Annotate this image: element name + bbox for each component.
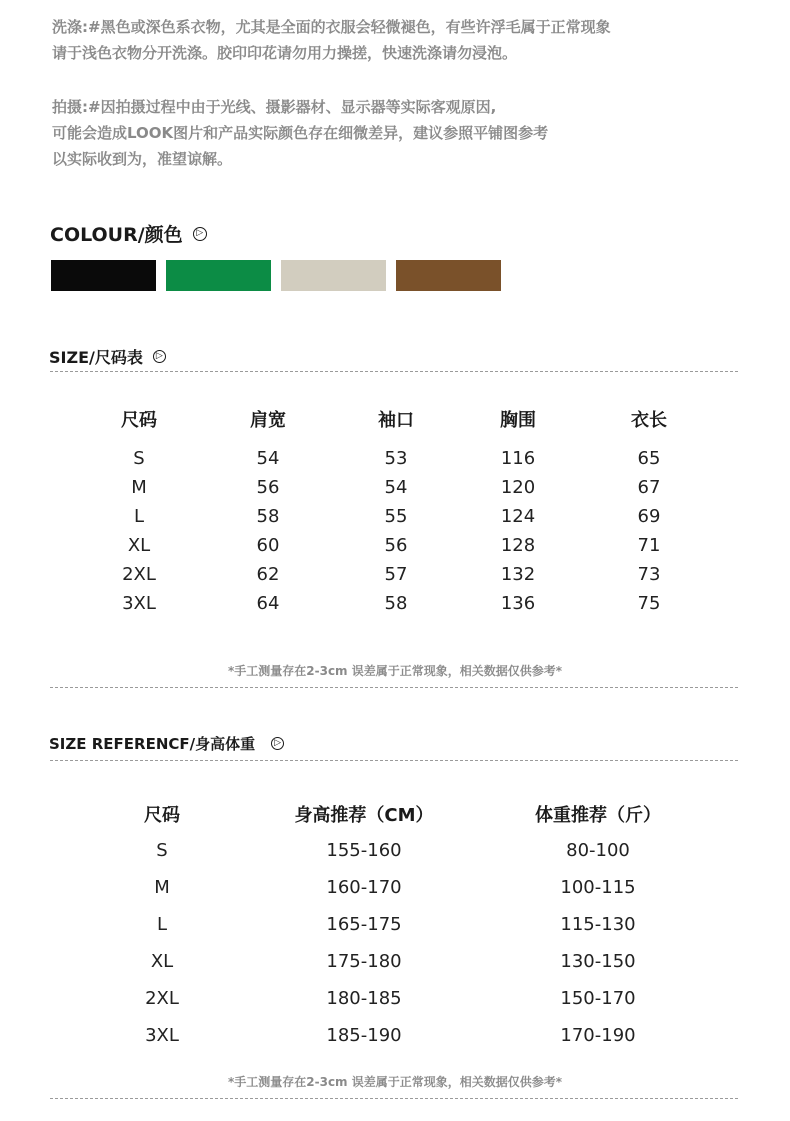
reference-table-cell: 80-100 [566, 840, 630, 861]
size-table-cell: 54 [256, 448, 280, 469]
wash-note [52, 14, 752, 66]
divider [50, 687, 738, 688]
size-table-cell: 56 [384, 535, 408, 556]
swatch-green[interactable] [166, 260, 271, 291]
reference-header-cell: 身高推荐（CM） [294, 805, 434, 826]
swatch-black[interactable] [51, 260, 156, 291]
size-table-cell: 136 [500, 593, 536, 614]
size-table-cell: 62 [256, 564, 280, 585]
photo-note [52, 94, 752, 172]
size-table-cell: S [133, 448, 145, 469]
size-header-cell: 袖口 [378, 410, 414, 431]
reference-table-cell: 130-150 [560, 951, 636, 972]
size-header-cell: 衣长 [631, 410, 667, 431]
photo-note-line: 以实际收到为，准望谅解。 [52, 150, 233, 168]
size-table-cell: 2XL [122, 564, 156, 585]
reference-table-cell: 160-170 [326, 877, 402, 898]
size-table-cell: M [131, 477, 147, 498]
divider [50, 1098, 738, 1099]
reference-footnote: *手工测量存在2-3cm 误差属于正常现象，相关数据仅供参考* [227, 1075, 563, 1089]
size-table-cell: 55 [384, 506, 408, 527]
photo-note-line: 可能会造成LOOK图片和产品实际颜色存在细微差异，建议参照平铺图参考 [52, 124, 549, 142]
reference-table-cell: 2XL [145, 988, 179, 1009]
size-table-cell: 54 [384, 477, 408, 498]
size-table-cell: 58 [256, 506, 280, 527]
size-table-cell: 57 [384, 564, 408, 585]
size-table-cell: 64 [256, 593, 280, 614]
circle-arrow-icon: ▷ [271, 737, 284, 750]
size-section-title [49, 345, 166, 368]
size-reference-title-text: SIZE REFERENCF/身高体重 [49, 735, 256, 753]
reference-table-cell: 115-130 [560, 914, 636, 935]
size-header-cell: 肩宽 [250, 410, 286, 431]
colour-section-title [50, 220, 207, 247]
colour-swatches [51, 260, 501, 291]
reference-table-cell: 3XL [145, 1025, 179, 1046]
size-table-cell: 56 [256, 477, 280, 498]
size-table-cell: 53 [384, 448, 408, 469]
divider [50, 371, 738, 372]
divider [50, 760, 738, 761]
colour-title-text: COLOUR/颜色 [50, 224, 183, 246]
size-table-cell: 73 [637, 564, 661, 585]
size-header-cell: 胸围 [500, 410, 536, 431]
reference-table-cell: 165-175 [326, 914, 402, 935]
reference-header-cell: 体重推荐（斤） [535, 805, 661, 826]
size-table-cell: 3XL [122, 593, 156, 614]
reference-table-cell: M [154, 877, 170, 898]
reference-table-cell: 100-115 [560, 877, 636, 898]
reference-table-cell: L [156, 914, 168, 935]
size-header-cell: 尺码 [121, 410, 157, 431]
reference-table-cell: 175-180 [326, 951, 402, 972]
size-table-cell: 128 [500, 535, 536, 556]
size-table-cell: XL [127, 535, 151, 556]
size-footnote: *手工测量存在2-3cm 误差属于正常现象，相关数据仅供参考* [227, 664, 563, 678]
size-table-cell: 116 [500, 448, 536, 469]
size-table-cell: 71 [637, 535, 661, 556]
size-table-cell: 58 [384, 593, 408, 614]
reference-table-cell: 150-170 [560, 988, 636, 1009]
circle-arrow-icon: ▷ [193, 227, 207, 241]
reference-table-cell: 185-190 [326, 1025, 402, 1046]
wash-note-line: 请于浅色衣物分开洗涤。胶印印花请勿用力操搓，快速洗涤请勿浸泡。 [52, 44, 518, 62]
size-table-cell: 67 [637, 477, 661, 498]
swatch-brown[interactable] [396, 260, 501, 291]
reference-table-cell: 170-190 [560, 1025, 636, 1046]
circle-arrow-icon: ▷ [153, 350, 166, 363]
reference-header-cell: 尺码 [144, 805, 180, 826]
photo-note-line: 拍摄:#因拍摄过程中由于光线、摄影器材、显示器等实际客观原因, [52, 98, 497, 116]
size-table-cell: 124 [500, 506, 536, 527]
size-table-cell: 75 [637, 593, 661, 614]
reference-table-cell: 155-160 [326, 840, 402, 861]
reference-table-cell: S [156, 840, 168, 861]
size-table-cell: 60 [256, 535, 280, 556]
wash-note-line: 洗涤:#黑色或深色系衣物，尤其是全面的衣服会轻微褪色，有些许浮毛属于正常现象 [52, 18, 611, 36]
size-table-cell: 132 [500, 564, 536, 585]
size-table-cell: 120 [500, 477, 536, 498]
size-reference-title [49, 733, 284, 754]
swatch-beige[interactable] [281, 260, 386, 291]
size-table-cell: 69 [637, 506, 661, 527]
size-title-text: SIZE/尺码表 [49, 348, 143, 367]
size-table-cell: 65 [637, 448, 661, 469]
reference-table-cell: 180-185 [326, 988, 402, 1009]
size-table-cell: L [133, 506, 145, 527]
reference-table-cell: XL [150, 951, 174, 972]
